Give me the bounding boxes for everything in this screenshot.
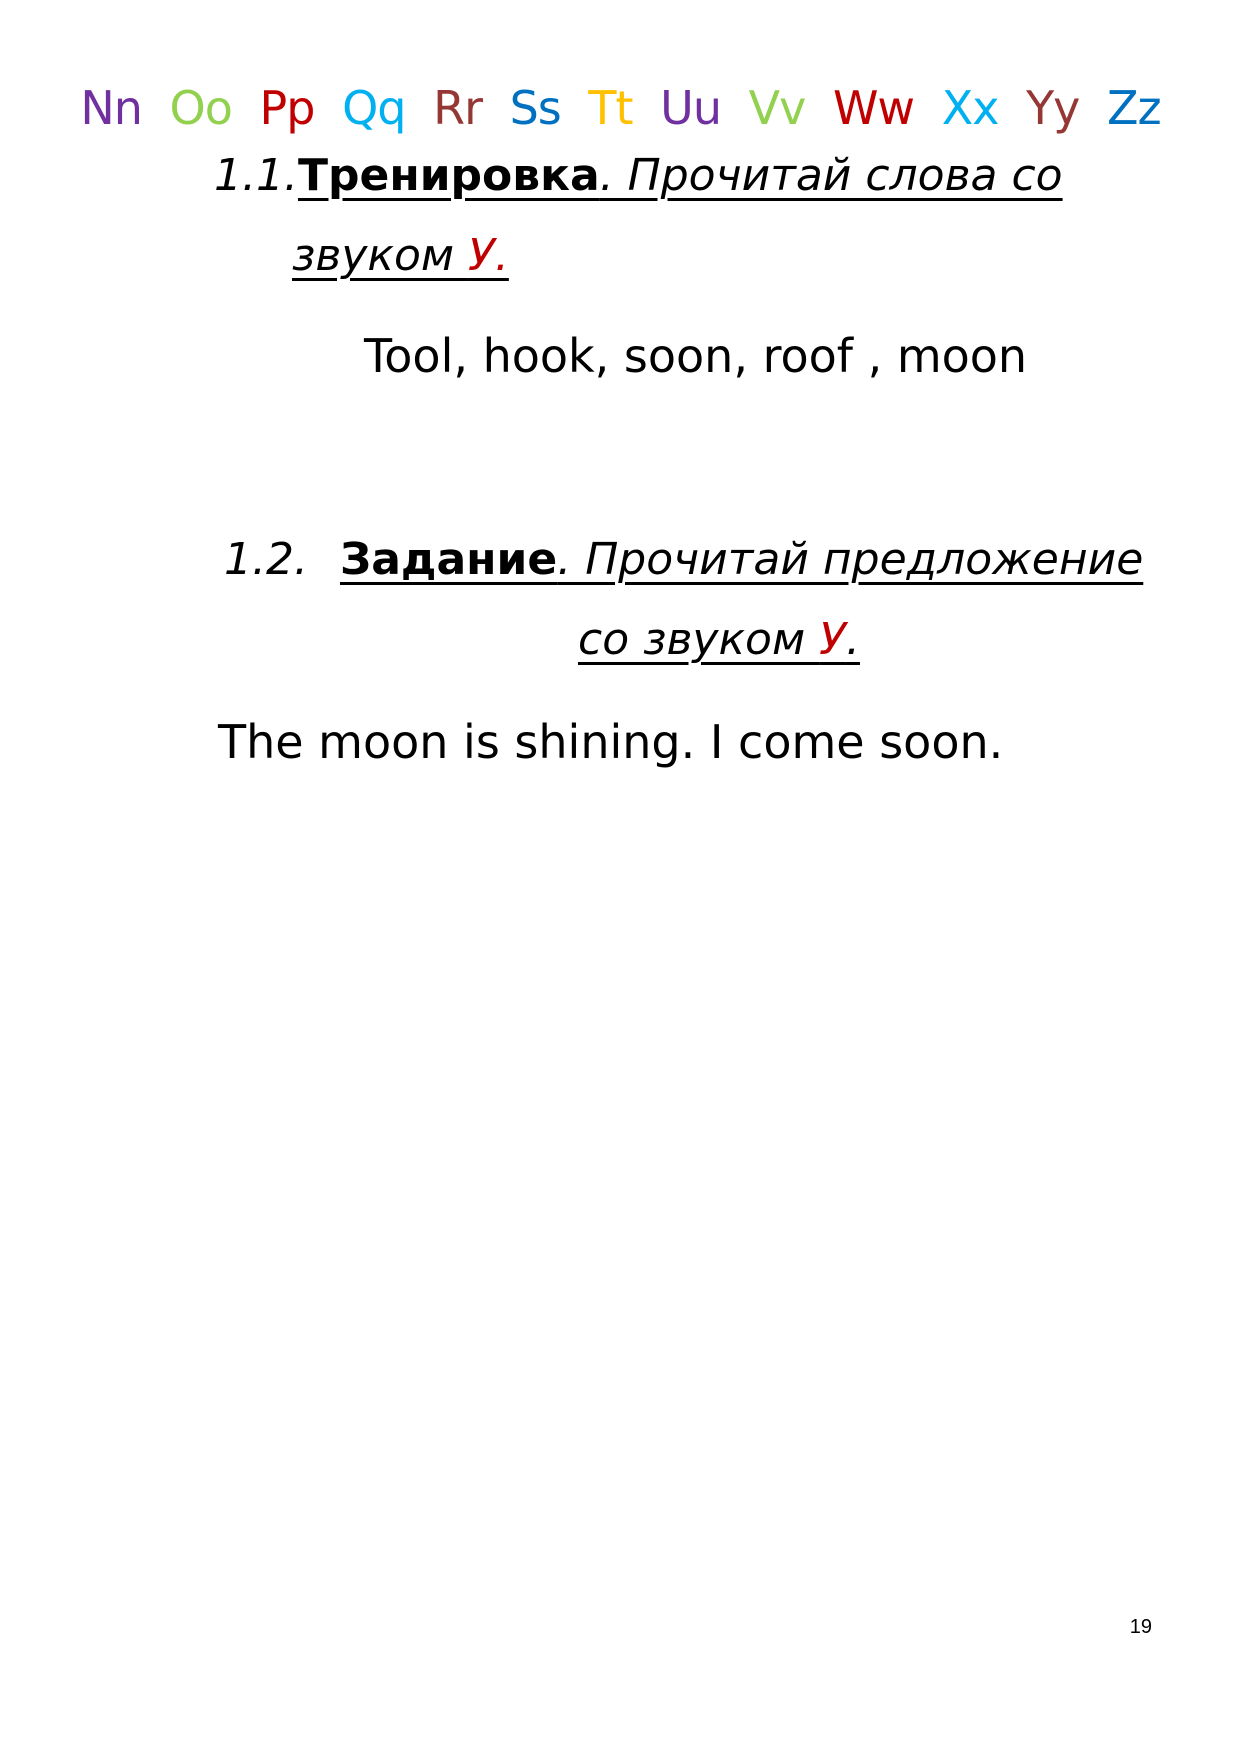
section-2-sentence: The moon is shining. I come soon. xyxy=(218,715,1004,769)
alphabet-letter-pair: Rr xyxy=(433,81,482,135)
alphabet-letter-pair: Ww xyxy=(832,81,915,135)
section-2-sound: У xyxy=(819,614,846,665)
section-2-instruction-continued xyxy=(578,614,860,665)
section-2-heading-line-2 xyxy=(578,612,860,668)
alphabet-letter-pair: Ss xyxy=(509,81,561,135)
section-2-heading-line-1 xyxy=(224,532,1143,588)
section-1-heading-line-2 xyxy=(292,228,509,284)
section-2-line-2-end: . xyxy=(845,614,860,665)
section-1-instruction-text: . Прочитай слова со xyxy=(599,150,1063,201)
section-2-instruction-text: . Прочитай предложение xyxy=(557,534,1144,585)
alphabet-letter-pair: Nn xyxy=(80,81,142,135)
alphabet-letter-pair: Vv xyxy=(748,81,806,135)
alphabet-row xyxy=(0,78,1241,138)
alphabet-letter-pair: Zz xyxy=(1107,81,1161,135)
alphabet-letter-pair: Xx xyxy=(941,81,999,135)
section-1-sound: У. xyxy=(468,230,509,281)
section-1-number: 1.1. xyxy=(214,150,298,201)
section-1-instruction-continued xyxy=(292,230,509,281)
alphabet-letter-pair: Tt xyxy=(588,81,633,135)
alphabet-letter-pair: Oo xyxy=(169,81,232,135)
alphabet-letter-pair: Yy xyxy=(1026,81,1080,135)
section-1-word-list: Tool, hook, soon, roof , moon xyxy=(364,329,1028,383)
section-1-heading-line-1 xyxy=(214,148,1063,204)
section-1-line-2-text: звуком xyxy=(292,230,469,281)
alphabet-letter-pair: Pp xyxy=(259,81,315,135)
section-2-number: 1.2. xyxy=(224,534,308,585)
alphabet-letter-pair: Qq xyxy=(342,81,406,135)
section-1-title: Тренировка xyxy=(297,150,600,201)
section-2-instruction xyxy=(340,534,1143,585)
alphabet-letter-pair: Uu xyxy=(660,81,721,135)
section-2-line-2-text: со звуком xyxy=(578,614,820,665)
section-1-instruction xyxy=(298,150,1063,201)
page-number: 19 xyxy=(1129,1616,1152,1638)
section-2-title: Задание xyxy=(339,534,558,585)
